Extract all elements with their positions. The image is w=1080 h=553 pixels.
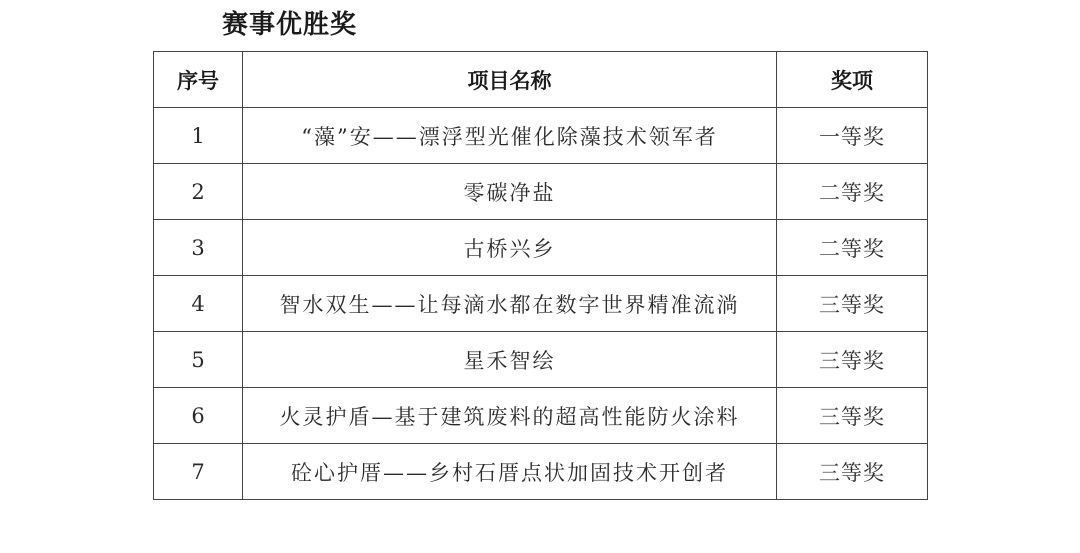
table-row (154, 108, 928, 164)
table-row (154, 276, 928, 332)
row-project-name: 智水双生——让每滴水都在数字世界精准流淌 (243, 276, 777, 332)
row-index: 3 (154, 220, 243, 276)
row-award: 一等奖 (777, 108, 928, 164)
row-index: 5 (154, 332, 243, 388)
table-row (154, 332, 928, 388)
row-award: 三等奖 (777, 388, 928, 444)
row-award: 二等奖 (777, 220, 928, 276)
table-row (154, 388, 928, 444)
row-project-name: “藻”安——漂浮型光催化除藻技术领军者 (243, 108, 777, 164)
table-row (154, 220, 928, 276)
row-project-name: 零碳净盐 (243, 164, 777, 220)
header-award: 奖项 (777, 52, 928, 108)
row-index: 2 (154, 164, 243, 220)
row-project-name: 砼心护厝——乡村石厝点状加固技术开创者 (243, 444, 777, 500)
row-index: 7 (154, 444, 243, 500)
table-row (154, 444, 928, 500)
row-index: 1 (154, 108, 243, 164)
row-project-name: 星禾智绘 (243, 332, 777, 388)
table-row (154, 164, 928, 220)
row-project-name: 古桥兴乡 (243, 220, 777, 276)
header-index: 序号 (154, 52, 243, 108)
table-header-row (154, 52, 928, 108)
row-index: 4 (154, 276, 243, 332)
document-title: 赛事优胜奖 (222, 10, 358, 40)
header-project-name: 项目名称 (243, 52, 777, 108)
row-award: 三等奖 (777, 444, 928, 500)
row-index: 6 (154, 388, 243, 444)
row-award: 三等奖 (777, 332, 928, 388)
row-award: 二等奖 (777, 164, 928, 220)
row-award: 三等奖 (777, 276, 928, 332)
row-project-name: 火灵护盾—基于建筑废料的超高性能防火涂料 (243, 388, 777, 444)
awards-table (153, 51, 928, 500)
